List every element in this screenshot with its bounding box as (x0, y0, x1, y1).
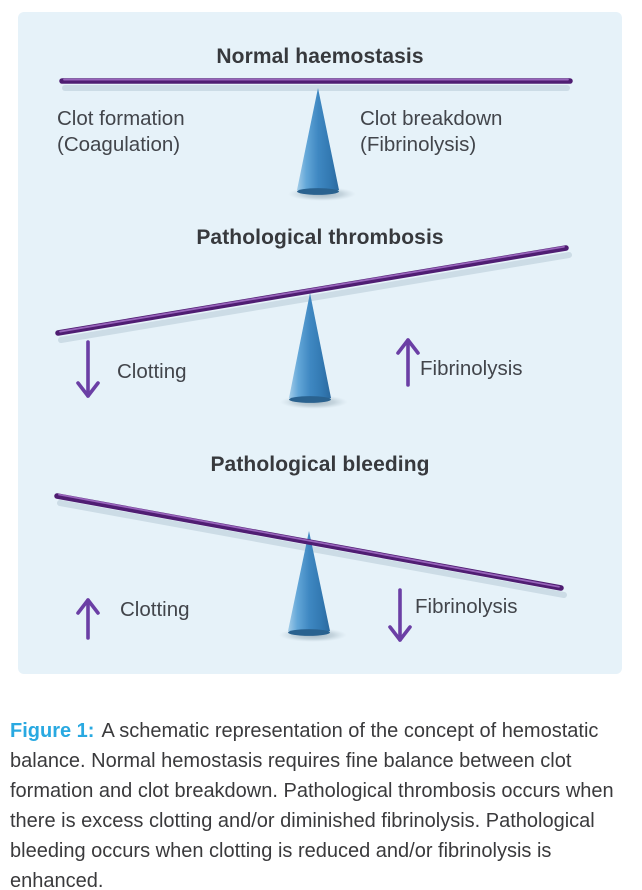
fulcrum-cone-base (297, 188, 339, 195)
label-line: Clot formation (57, 107, 185, 130)
fulcrum-cone (297, 88, 339, 193)
up-arrow-icon (398, 340, 418, 385)
figure-caption (10, 716, 624, 890)
label-clotting-increased: Clotting (120, 598, 190, 621)
section-title-normal-haemostasis: Normal haemostasis (216, 45, 424, 68)
hemostatic-balance-diagram (18, 12, 622, 674)
fulcrum-cone-base (289, 396, 331, 403)
label-line: (Fibrinolysis) (360, 133, 477, 156)
label-fibrinolysis-decreased: Fibrinolysis (415, 595, 518, 618)
label-fibrinolysis-increased: Fibrinolysis (420, 357, 523, 380)
figure-caption-text: A schematic representation of the concept of hemostatic balance. Normal hemostasis requires fine balance between clot formation and clot breakdown. Pathological thrombosis occurs when there is excess clotting and/or diminished fibrinolysis. Pathological bleeding occurs when clotting is reduced and/or fibrinolysis is enhanced. (10, 720, 614, 890)
fulcrum-cone-base (288, 629, 330, 636)
label-clot-formation (57, 106, 185, 158)
label-clotting-decreased: Clotting (117, 360, 187, 383)
label-line: (Coagulation) (57, 133, 181, 156)
section-title-pathological-bleeding: Pathological bleeding (210, 453, 430, 476)
down-arrow-icon (78, 342, 98, 396)
figure-caption-label: Figure 1: (10, 720, 95, 742)
up-arrow-icon (78, 600, 98, 638)
label-clot-breakdown (360, 106, 502, 158)
label-line: Clot breakdown (360, 107, 503, 130)
down-arrow-icon (390, 590, 410, 640)
fulcrum-cone (289, 293, 331, 401)
section-title-pathological-thrombosis: Pathological thrombosis (196, 226, 444, 249)
